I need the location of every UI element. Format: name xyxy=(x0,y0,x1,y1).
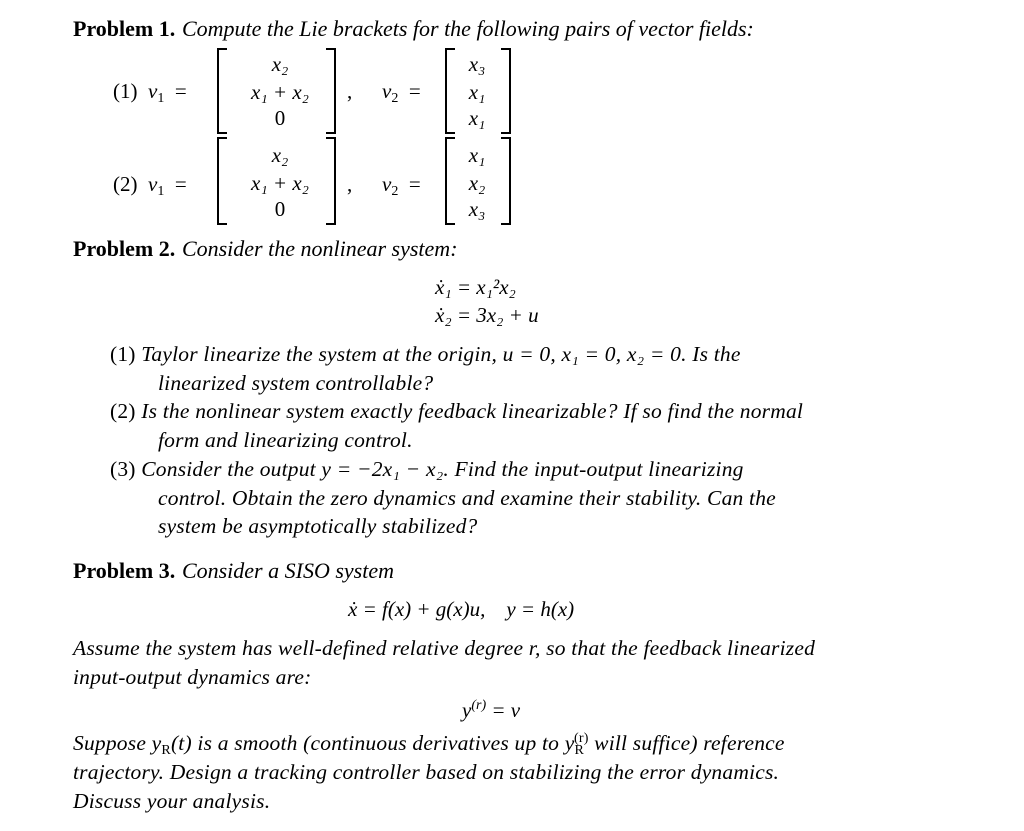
matrix-cell: x₁ xyxy=(468,80,486,104)
matrix-cell: 0 xyxy=(274,106,286,130)
problem-2-prompt: Consider the nonlinear system: xyxy=(181,236,458,261)
part-index-text: (2) xyxy=(113,172,138,196)
item-index: (2) xyxy=(110,399,136,423)
r-subscript: R xyxy=(161,743,171,758)
equals-sign: = xyxy=(408,172,421,196)
linearized-dynamics-equation xyxy=(462,698,520,723)
r-superscript: (r) xyxy=(574,731,589,746)
text-segment: Suppose y xyxy=(73,731,162,755)
equals-sign: = xyxy=(174,172,187,196)
v2-symbol: v xyxy=(382,172,392,196)
equals-sign: = xyxy=(408,79,421,103)
v1-symbol: v xyxy=(148,172,158,196)
item-text: Is the nonlinear system exactly feedback linearizable? If so find the normal xyxy=(141,399,804,423)
equation-x2-dot: ẋ₂ = 3x₂ + u xyxy=(435,303,539,327)
v2-symbol: v xyxy=(382,79,392,103)
matrix-cell: x₂ xyxy=(468,171,486,195)
y-symbol: y xyxy=(462,698,472,722)
text-segment: (t) is a smooth (continuous derivatives up to y xyxy=(170,731,575,755)
problem-2-item-1-cont: linearized system controllable? xyxy=(158,371,434,395)
matrix-cell: x₁ + x₂ xyxy=(251,80,309,104)
right-bracket xyxy=(326,48,336,134)
part-index xyxy=(113,172,187,200)
text-segment: will suffice) reference xyxy=(588,731,785,755)
matrix-cell: x₂ xyxy=(271,52,289,76)
v1-subscript: 1 xyxy=(157,91,165,106)
siso-equation: ẋ = f(x) + g(x)u, y = h(x) xyxy=(348,597,575,621)
v2-label xyxy=(382,79,421,107)
r-superscript: (r) xyxy=(471,698,487,713)
right-bracket xyxy=(326,137,336,225)
problem-3-paragraph-2-line-2: trajectory. Design a tracking controller based on stabilizing the error dynamics. xyxy=(73,760,780,784)
item-index: (3) xyxy=(110,457,136,481)
v1-subscript: 1 xyxy=(157,184,165,199)
right-bracket xyxy=(501,137,511,225)
problem-3-paragraph-1-line-1: Assume the system has well-defined relative degree r, so that the feedback linearized xyxy=(73,636,816,660)
problem-1-label: Problem 1. xyxy=(73,16,176,41)
matrix-cell: x₁ xyxy=(468,143,486,167)
problem-2-item-2-cont: form and linearizing control. xyxy=(158,428,413,452)
problem-3-heading xyxy=(73,558,394,584)
problem-3-label: Problem 3. xyxy=(73,558,176,583)
problem-3-paragraph-2-line-1 xyxy=(73,731,785,759)
equals-sign: = xyxy=(174,79,187,103)
problem-3-prompt: Consider a SISO system xyxy=(181,558,394,583)
v2-subscript: 2 xyxy=(391,91,399,106)
problem-2-item-3 xyxy=(110,457,744,482)
matrix-cell: x₂ xyxy=(271,143,289,167)
matrix-cell: x₁ xyxy=(468,106,486,130)
v2-label xyxy=(382,172,421,200)
v1-symbol: v xyxy=(148,79,158,103)
r-subscript: R xyxy=(574,743,584,758)
problem-1-heading xyxy=(73,16,754,42)
problem-1-prompt: Compute the Lie brackets for the following pairs of vector fields: xyxy=(181,16,754,41)
problem-3-paragraph-2-line-3: Discuss your analysis. xyxy=(73,789,271,813)
comma: , xyxy=(347,79,353,103)
comma: , xyxy=(347,172,353,196)
matrix-cell: 0 xyxy=(274,197,286,221)
v2-subscript: 2 xyxy=(391,184,399,199)
part-index xyxy=(113,79,187,107)
matrix-cell: x₁ + x₂ xyxy=(251,171,309,195)
problem-3-paragraph-1-line-2: input-output dynamics are: xyxy=(73,665,312,689)
matrix-cell: x₃ xyxy=(468,197,486,221)
item-index: (1) xyxy=(110,342,136,366)
right-bracket xyxy=(501,48,511,134)
problem-2-item-2 xyxy=(110,399,803,424)
part-index-text: (1) xyxy=(113,79,138,103)
problem-2-label: Problem 2. xyxy=(73,236,176,261)
item-text: Taylor linearize the system at the origin, u = 0, x₁ = 0, x₂ = 0. Is the xyxy=(141,342,741,366)
problem-2-heading xyxy=(73,236,458,262)
equation-rhs: = v xyxy=(486,698,521,722)
problem-2-item-3-cont: control. Obtain the zero dynamics and examine their stability. Can the xyxy=(158,486,776,510)
problem-2-item-1 xyxy=(110,342,741,367)
problem-2-item-3-cont2: system be asymptotically stabilized? xyxy=(158,514,478,538)
matrix-cell: x₃ xyxy=(468,52,486,76)
item-text: Consider the output y = −2x₁ − x₂. Find the input-output linearizing xyxy=(141,457,744,481)
equation-x1-dot: ẋ₁ = x₁²x₂ xyxy=(435,275,516,299)
